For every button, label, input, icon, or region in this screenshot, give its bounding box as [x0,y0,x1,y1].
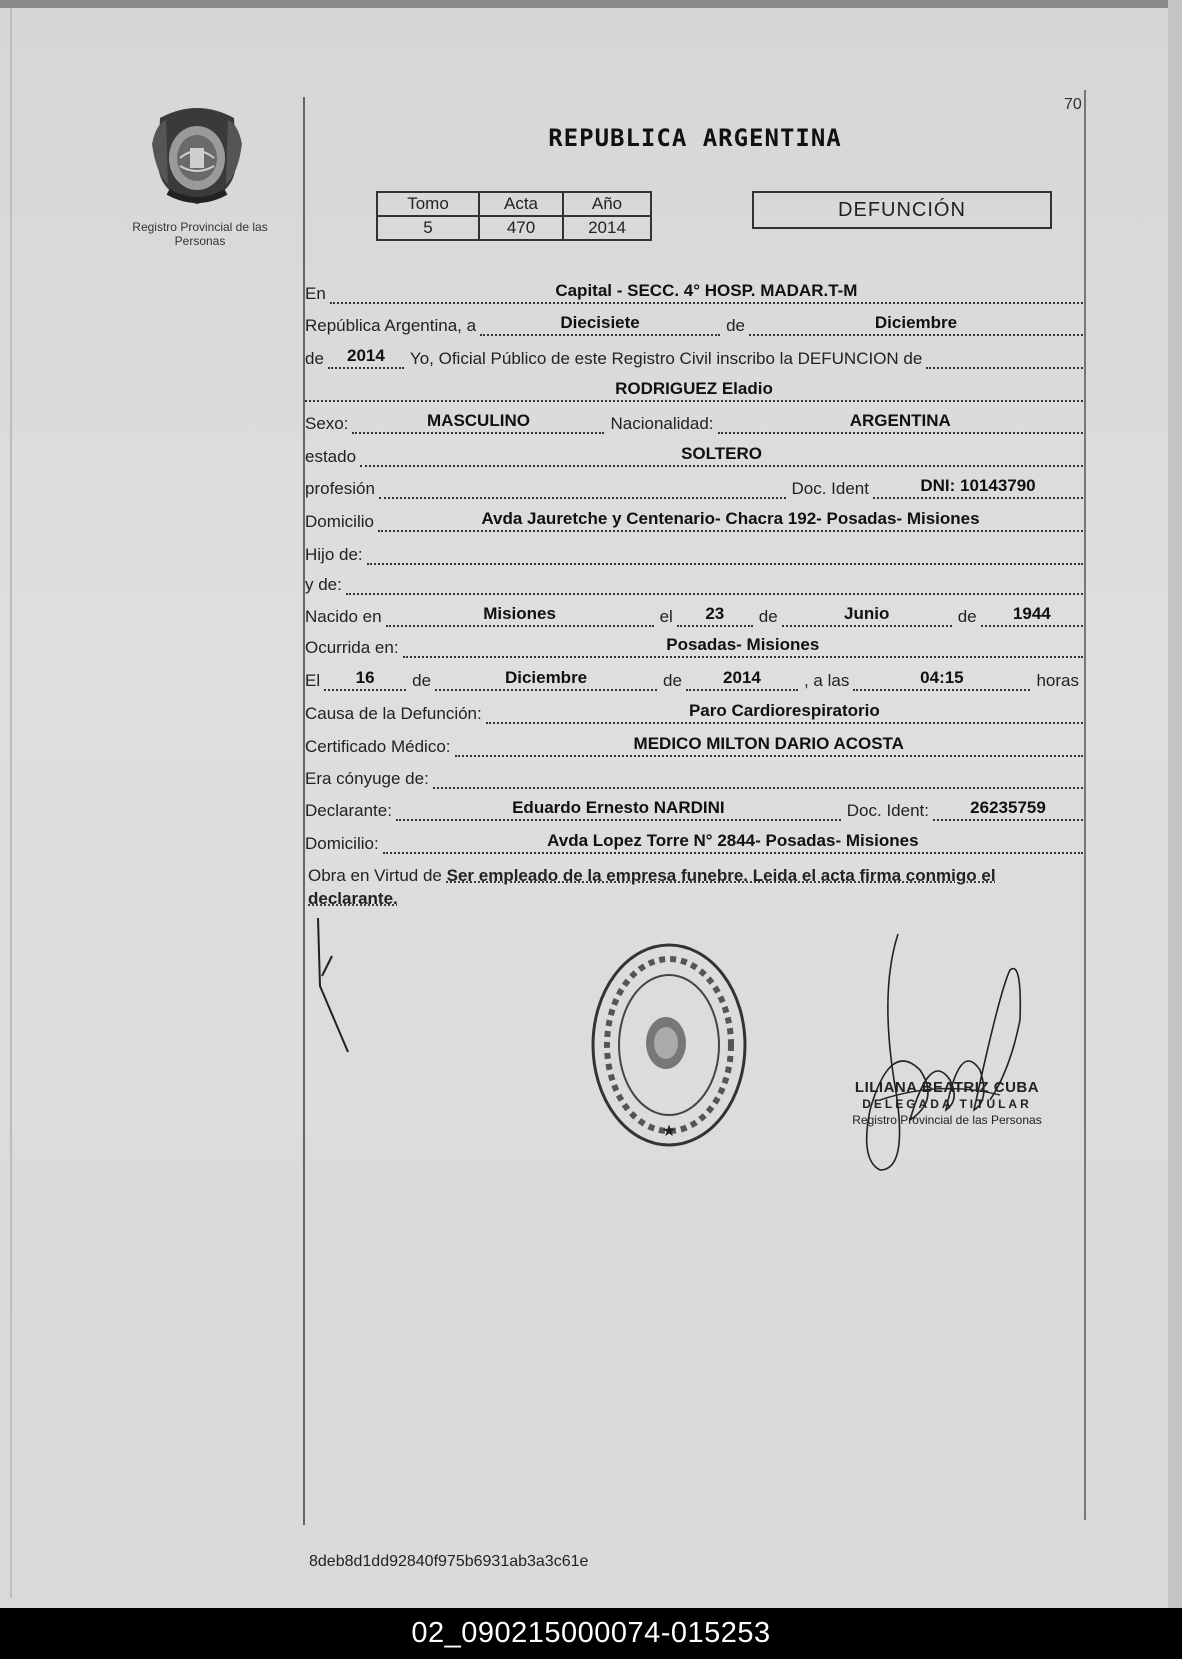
row-nombre [305,378,1083,402]
label-republica: República Argentina, a [305,316,477,335]
scan-right-edge [1168,0,1182,1608]
value-doc-ident: DNI: 10143790 [873,475,1083,499]
row-fecha-defuncion [305,667,1083,691]
signature-delegada-icon [850,930,1030,1178]
label-certificado: Certificado Médico: [305,737,451,756]
value-ocurrida-en: Posadas- Misiones [403,634,1083,658]
label-de-anio-nacimiento: de [957,607,977,626]
paper-fold-line [10,8,12,1598]
row-conyuge [305,765,1083,789]
svg-text:★: ★ [661,1121,677,1140]
document-hash: 8deb8d1dd92840f975b6931ab3a3c61e [309,1553,589,1570]
label-inscribo-defuncion: Yo, Oficial Público de este Registro Civil inscribo la DEFUNCION de [409,349,923,368]
signatory-name: LILIANA BEATRIZ CUBA [854,1079,1040,1096]
value-nacionalidad: ARGENTINA [718,410,1084,434]
value-obra: Ser empleado de la empresa funebre. Leida el acta firma conmigo el declarante. [308,866,996,908]
value-mes-inscripcion: Diciembre [749,312,1083,336]
right-margin-line [1084,90,1086,1520]
label-nacionalidad: Nacionalidad: [610,414,714,433]
label-conyuge: Era cónyuge de: [305,769,429,788]
row-sexo-nacionalidad [305,410,1083,434]
label-horas: horas [1036,671,1079,690]
scan-top-edge [0,0,1182,8]
value-anio-nacimiento: 1944 [981,603,1083,627]
label-ocurrida-en: Ocurrida en: [305,638,399,657]
registro-provincial-label: Registro Provincial de las Personas [132,220,268,248]
label-estado: estado [305,447,357,466]
row-fecha-inscripcion [305,312,1083,336]
value-domicilio-declarante: Avda Lopez Torre N° 2844- Posadas- Misiones [383,830,1083,854]
value-profesion [379,475,786,499]
row-causa [305,700,1083,724]
label-obra: Obra en Virtud de [308,866,442,885]
tomo-value: 5 [377,216,479,240]
tomo-acta-anio-table [376,191,652,241]
signature-block [822,1080,1072,1128]
label-doc-ident: Doc. Ident [791,479,869,498]
value-mes-nacimiento: Junio [782,603,952,627]
row-domicilio-declarante [305,830,1083,854]
row-profesion-doc [305,475,1083,499]
label-de-anio-defuncion: de [663,671,682,690]
row-hijo-de [305,541,1083,565]
row-certificado [305,733,1083,757]
row-estado [305,443,1083,467]
label-en: En [305,284,326,303]
value-lugar-nacimiento: Misiones [386,603,654,627]
value-dia-inscripcion: Diecisiete [480,312,720,336]
anio-value: 2014 [563,216,651,240]
row-y-de [305,571,1083,595]
official-seal-icon [586,938,752,1152]
row-domicilio [305,508,1083,532]
label-sexo: Sexo: [305,414,349,433]
label-y-de: y de: [305,575,342,594]
value-certificado: MEDICO MILTON DARIO ACOSTA [455,733,1083,757]
value-doc-declarante: 26235759 [933,797,1083,821]
value-domicilio: Avda Jauretche y Centenario- Chacra 192- Posadas- Misiones [378,508,1083,532]
label-el-fecha: El [305,671,321,690]
label-a-las: , a las [803,671,850,690]
label-de-anio: de [305,349,324,368]
label-declarante: Declarante: [305,801,392,820]
label-profesion: profesión [305,479,375,498]
page-number: 70 [1064,96,1082,113]
value-blank-line [926,345,1083,369]
anio-header: Año [563,192,651,216]
value-estado: SOLTERO [360,443,1083,467]
label-hijo-de: Hijo de: [305,545,363,564]
row-ocurrida [305,634,1083,658]
label-domicilio: Domicilio [305,512,374,531]
label-de-mes: de [758,607,778,626]
acta-header: Acta [479,192,563,216]
value-hijo-de [367,541,1083,565]
value-anio-inscripcion: 2014 [328,345,404,369]
value-mes-defuncion: Diciembre [435,667,657,691]
value-sexo: MASCULINO [352,410,604,434]
value-anio-defuncion: 2014 [686,667,798,691]
label-el: el [659,607,673,626]
value-hora-defuncion: 04:15 [853,667,1030,691]
acta-value: 470 [479,216,563,240]
value-conyuge [433,765,1083,789]
signature-officer-icon [312,916,352,1056]
value-en: Capital - SECC. 4° HOSP. MADAR.T-M [330,280,1083,304]
label-nacido-en: Nacido en [305,607,382,626]
label-de: de [726,316,745,335]
value-dia-defuncion: 16 [324,667,406,691]
obra-en-virtud [308,864,1083,910]
row-declarante [305,797,1083,821]
value-dia-nacimiento: 23 [677,603,753,627]
signatory-title: DELEGADA TITULAR [862,1097,1032,1111]
value-causa: Paro Cardiorespiratorio [486,700,1083,724]
value-y-de [346,571,1083,595]
signatory-registry: Registro Provincial de las Personas [852,1113,1042,1127]
row-anio-inscripcion [305,345,1083,369]
value-declarante: Eduardo Ernesto NARDINI [396,797,841,821]
label-causa: Causa de la Defunción: [305,704,482,723]
label-doc-declarante: Doc. Ident: [846,801,929,820]
row-en [305,280,1083,304]
tomo-header: Tomo [377,192,479,216]
scan-footer-id: 02_090215000074-015253 [0,1608,1182,1659]
tipo-acta-box: DEFUNCIÓN [752,191,1052,229]
label-de-mes-defuncion: de [412,671,432,690]
row-nacido [305,603,1083,627]
label-domicilio-declarante: Domicilio: [305,834,379,853]
province-coat-of-arms-icon [150,104,244,208]
value-nombre-fallecido: RODRIGUEZ Eladio [305,378,1083,402]
document-title: REPUBLICA ARGENTINA [548,124,842,152]
